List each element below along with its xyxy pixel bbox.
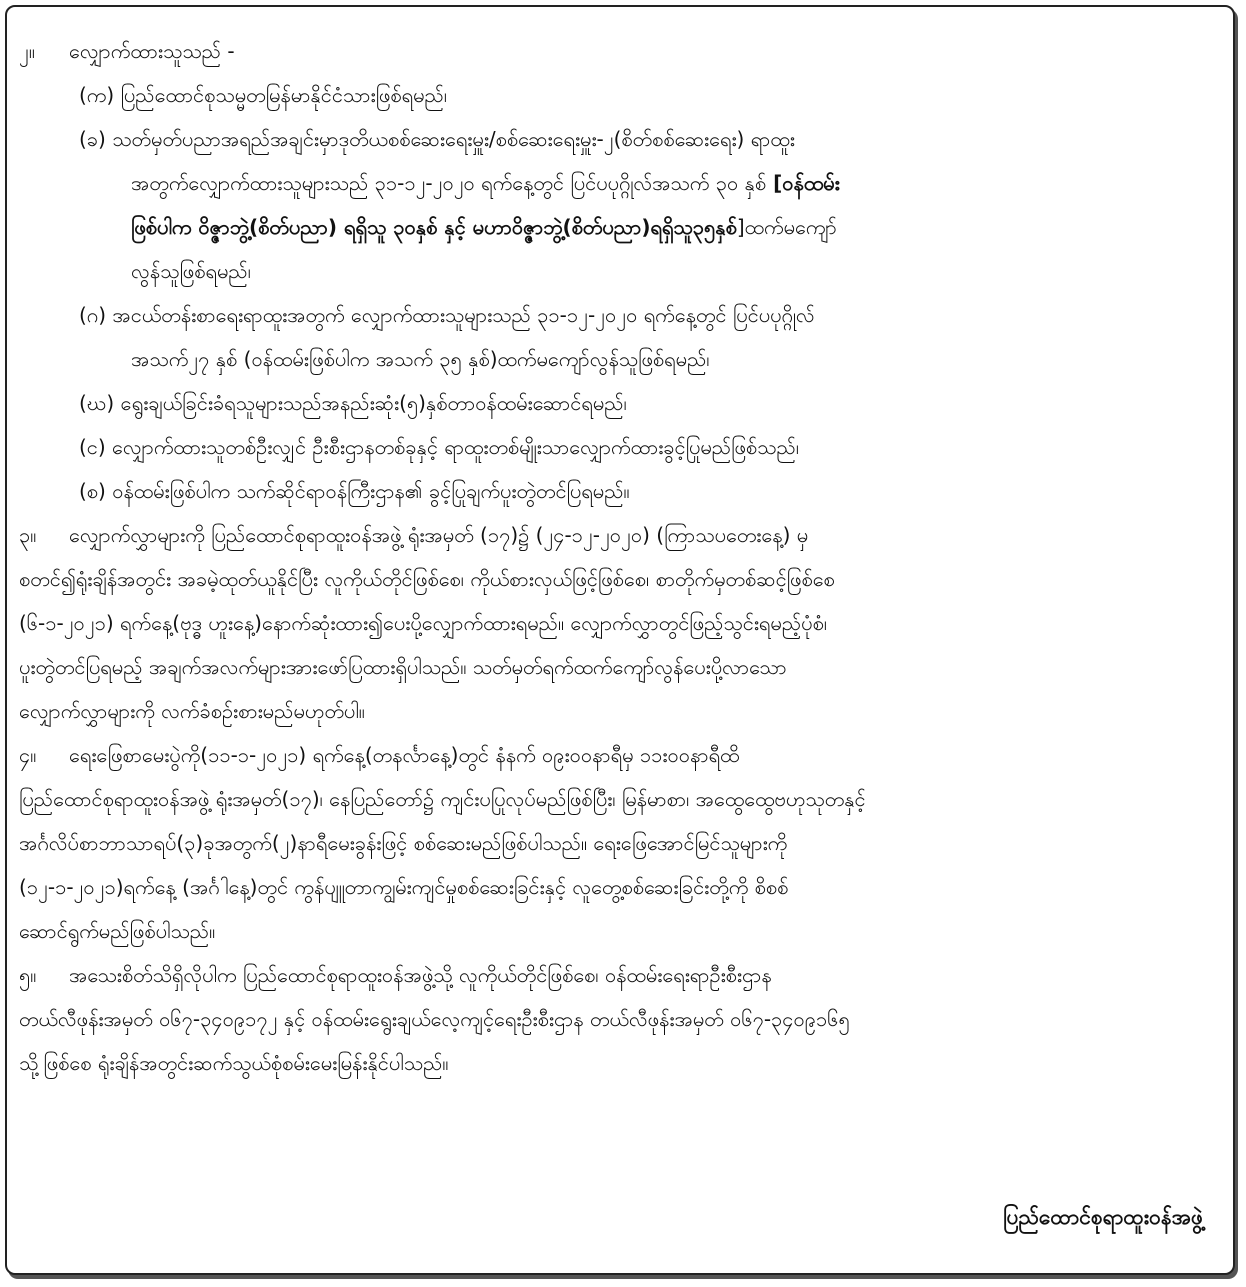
section-5-line-3: သို့ဖြစ်စေ ရုံးချိန်အတွင်းဆက်သွယ်စုံစမ်းမေးမြန်းနိုင်ပါသည်။ [19,1051,449,1075]
clause-text: အတွက်လျှောက်ထားသူများသည် ၃၁-၁၂-၂၀၂၀ ရက်နေ့တွင် ပြင်ပပုဂ္ဂိုလ်အသက် ၃၀ နှစ် [131,171,767,195]
section-4-line-3: အင်္ဂလိပ်စာဘာသာရပ်(၃)ခုအတွက်(၂)နာရီမေးခွန်းဖြင့် စစ်ဆေးမည်ဖြစ်ပါသည်။ ရေးဖြေအောင်မြင်သူများကို [19,831,788,855]
section-2-heading [19,29,1215,73]
section-3-line-4: ပူးတွဲတင်ပြရမည့် အချက်အလက်များအားဖော်ပြထားရှိပါသည်။ သတ်မှတ်ရက်ထက်ကျော်လွန်ပေးပို့လာသော [19,655,787,679]
clause-kh-line-3 [19,205,1215,249]
section-text: အသေးစိတ်သိရှိလိုပါက ပြည်ထောင်စုရာထူးဝန်အဖွဲ့သို့ လူကိုယ်တိုင်ဖြစ်စေ၊ ဝန်ထမ်းရေးရာဦးစီးဌာန [69,963,772,987]
clause-text: ]ထက်မကျော် [736,215,837,239]
clause-text-bold: [ဝန်ထမ်း [766,171,840,195]
clause-g-line-2: အသက်၂၇ နှစ် (ဝန်ထမ်းဖြစ်ပါက အသက် ၃၅ နှစ်)ထက်မကျော်လွန်သူဖြစ်ရမည်၊ [131,347,710,371]
clause-ng: (င) လျှောက်ထားသူတစ်ဦးလျှင် ဦးစီးဌာနတစ်ခုနှင့် ရာထူးတစ်မျိုးသာလျှောက်ထားခွင့်ပြုမည်ဖြစ်သည်၊ [79,435,800,459]
clause-kh-line-1: (ခ) သတ်မှတ်ပညာအရည်အချင်းမှာဒုတိယစစ်ဆေးရေးမှူး/စစ်ဆေးရေးမှူး-၂(စိတ်စစ်ဆေးရေး) ရာထူး [79,127,795,151]
clause-g-line-1: (ဂ) အငယ်တန်းစာရေးရာထူးအတွက် လျှောက်ထားသူများသည် ၃၁-၁၂-၂၀၂၀ ရက်နေ့တွင် ပြင်ပပုဂ္ဂိုလ် [79,303,815,327]
section-text: လျှောက်လွှာများကို ပြည်ထောင်စုရာထူးဝန်အဖွဲ့ ရုံးအမှတ် (၁၇)၌ (၂၄-၁၂-၂၀၂၀) (ကြာသပတေးနေ့) မှ [69,523,809,547]
clause-kh-line-2 [19,161,1215,205]
section-number: ၅။ [19,963,37,987]
section-number: ၃။ [19,523,37,547]
section-3-line-2: စတင်၍ရုံးချိန်အတွင်း အခမဲ့ထုတ်ယူနိုင်ပြီး လူကိုယ်တိုင်ဖြစ်စေ၊ ကိုယ်စားလှယ်ဖြင့်ဖြစ်စေ၊ စာတိုက်မှတစ်ဆင့်ဖြစ်စေ [19,567,835,591]
section-3-line-5: လျှောက်လွှာများကို လက်ခံစဉ်းစားမည်မဟုတ်ပါ။ [19,699,365,723]
section-5-line-1 [19,953,1215,997]
section-5-line-2: တယ်လီဖုန်းအမှတ် ၀၆၇-၃၄၀၉၁၇၂ နှင့် ဝန်ထမ်းရွေးချယ်လေ့ကျင့်ရေးဦးစီးဌာန တယ်လီဖုန်းအမှတ် ၀၆၇-၃၄၀၉၁၆၅ [19,1007,850,1031]
section-number: ၂။ [19,39,35,63]
section-4-line-1 [19,733,1215,777]
section-number: ၄။ [19,743,37,767]
section-text: လျှောက်ထားသူသည် - [69,39,235,63]
clause-s: (စ) ဝန်ထမ်းဖြစ်ပါက သက်ဆိုင်ရာဝန်ကြီးဌာန၏ ခွင့်ပြုချက်ပူးတွဲတင်ပြရမည်။ [79,479,630,503]
section-4-line-2: ပြည်ထောင်စုရာထူးဝန်အဖွဲ့ ရုံးအမှတ်(၁၇)၊ နေပြည်တော်၌ ကျင်းပပြုလုပ်မည်ဖြစ်ပြီး၊ မြန်မာစာ၊ အထွေထွေဗဟုသုတနှင့် [19,787,866,811]
section-3-line-3: (၆-၁-၂၀၂၁) ရက်နေ့(ဗုဒ္ဓ ဟူးနေ့)နောက်ဆုံးထား၍ပေးပို့လျှောက်ထားရမည်။ လျှောက်လွှာတွင်ဖြည့်သွင်းရမည့်ပုံစံ၊ [19,611,827,635]
clause-text-bold: ဖြစ်ပါက ဝိဇ္ဇာဘွဲ့(စိတ်ပညာ) ရရှိသူ ၃၀နှစ် နှင့် မဟာဝိဇ္ဇာဘွဲ့(စိတ်ပညာ)ရရှိသူ၃၅နှစ် [131,215,737,239]
signature-organization: ပြည်ထောင်စုရာထူးဝန်အဖွဲ့ [1003,1205,1203,1229]
notice-body [19,29,1215,1265]
section-text: ရေးဖြေစာမေးပွဲကို(၁၁-၁-၂၀၂၁) ရက်နေ့(တနင်္လာနေ့)တွင် နံနက် ၀၉း၀၀နာရီမှ ၁၁း၀၀နာရီထိ [69,743,740,767]
section-4-line-4: (၁၂-၁-၂၀၂၁)ရက်နေ့ (အင်္ဂါနေ့)တွင် ကွန်ပျူတာကျွမ်းကျင်မှုစစ်ဆေးခြင်းနှင့် လူတွေ့စစ်ဆေးခြင်းတို့ကို စိစစ် [19,875,789,899]
clause-gh: (ဃ) ရွေးချယ်ခြင်းခံရသူများသည်အနည်းဆုံး(၅)နှစ်တာဝန်ထမ်းဆောင်ရမည်၊ [79,391,627,415]
notice-frame [5,5,1235,1275]
clause-k: (က) ပြည်ထောင်စုသမ္မတမြန်မာနိုင်ငံသားဖြစ်ရမည်၊ [79,83,448,107]
section-3-line-1 [19,513,1215,557]
clause-kh-line-4: လွန်သူဖြစ်ရမည်၊ [131,259,251,283]
section-4-line-5: ဆောင်ရွက်မည်ဖြစ်ပါသည်။ [19,919,216,943]
